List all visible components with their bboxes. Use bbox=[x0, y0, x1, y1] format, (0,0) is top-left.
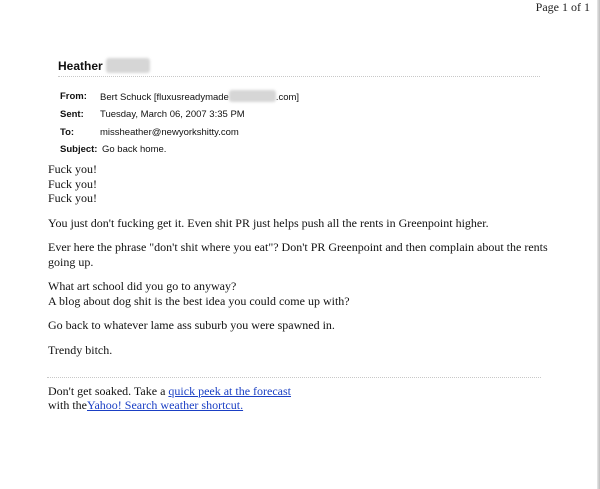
to-row bbox=[60, 123, 299, 141]
from-row bbox=[60, 87, 299, 105]
footer-divider bbox=[47, 377, 541, 378]
page-number: Page 1 of 1 bbox=[535, 0, 590, 14]
sender-name: Heather bbox=[58, 58, 103, 73]
header-divider bbox=[58, 76, 540, 77]
body-paragraph-1: Fuck you! Fuck you! Fuck you! bbox=[48, 162, 97, 205]
sender-heading bbox=[58, 58, 150, 73]
to-value: missheather@newyorkshitty.com bbox=[100, 126, 239, 138]
to-label: To: bbox=[60, 126, 75, 138]
body-paragraph-3: Ever here the phrase "don't shit where you eat"? Don't PR Greenpoint and then complain about the rents going up. bbox=[48, 240, 548, 269]
subject-label: Subject: bbox=[60, 143, 98, 155]
sent-value: Tuesday, March 06, 2007 3:35 PM bbox=[100, 108, 245, 120]
sent-row bbox=[60, 105, 299, 123]
redacted-surname bbox=[106, 58, 150, 73]
yahoo-footer bbox=[48, 384, 291, 412]
from-value: Bert Schuck [fluxusreadymade .com] bbox=[100, 91, 300, 103]
body-paragraph-6: Trendy bitch. bbox=[48, 342, 113, 357]
body-paragraph-5: Go back to whatever lame ass suburb you were spawned in. bbox=[48, 318, 335, 332]
from-label: From: bbox=[60, 90, 87, 102]
email-headers bbox=[60, 87, 299, 157]
footer-line-1: Don't get soaked. Take a quick peek at the forecast bbox=[48, 384, 292, 398]
body-paragraph-2: You just don't fucking get it. Even shit PR just helps push all the rents in Greenpoint higher. bbox=[48, 215, 489, 230]
sent-label: Sent: bbox=[60, 108, 84, 120]
footer-line-2: with theYahoo! Search weather shortcut. bbox=[48, 398, 244, 412]
email-body bbox=[48, 162, 578, 367]
weather-shortcut-link[interactable]: Yahoo! Search weather shortcut. bbox=[87, 398, 244, 412]
redacted-domain bbox=[229, 90, 276, 102]
subject-row bbox=[60, 141, 299, 157]
subject-value: Go back home. bbox=[102, 143, 167, 155]
forecast-link[interactable]: quick peek at the forecast bbox=[168, 384, 292, 398]
body-paragraph-4: What art school did you go to anyway? A blog about dog shit is the best idea you could come up with? bbox=[48, 279, 350, 308]
